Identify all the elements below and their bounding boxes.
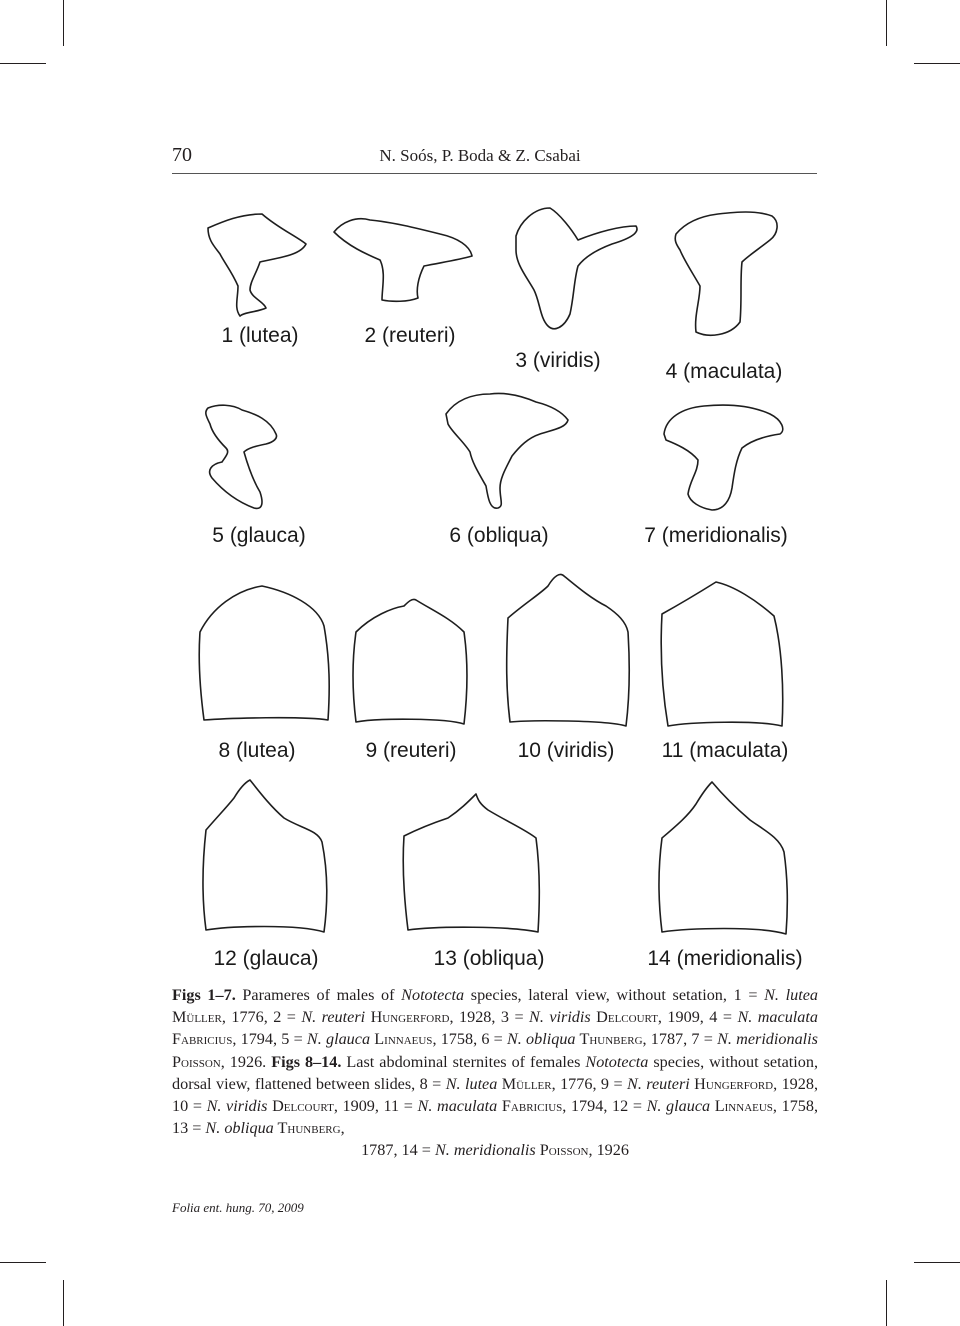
- paramere-maculata: [675, 212, 777, 335]
- figure-label-6: 6 (obliqua): [449, 524, 549, 547]
- caption-text: , 1794, 5 =: [232, 1030, 307, 1049]
- sternite-maculata: [661, 582, 782, 726]
- caption-text: , 1758, 13 =: [172, 1097, 819, 1138]
- figure-label-12: 12 (glauca): [213, 947, 319, 970]
- caption-genus: Nototecta: [585, 1052, 649, 1071]
- figure-label-11: 11 (maculata): [661, 739, 789, 762]
- figure-label-9: 9 (reuteri): [365, 739, 457, 762]
- caption-author: Thunberg: [575, 1030, 643, 1049]
- figure-label-7: 7 (meridionalis): [644, 524, 788, 547]
- caption-species: N. obliqua: [507, 1030, 576, 1049]
- caption-text: , 1787, 7 =: [642, 1030, 718, 1049]
- caption-species: N. lutea: [445, 1074, 498, 1093]
- caption-author: Müller: [172, 1008, 222, 1027]
- page-number: 70: [172, 144, 192, 166]
- figure-caption: [172, 984, 818, 1162]
- figure-label-13: 13 (obliqua): [433, 947, 545, 970]
- caption-species: N. meridionalis: [434, 1141, 536, 1160]
- caption-species: N. meridionalis: [717, 1030, 818, 1049]
- caption-author: Thunberg: [273, 1119, 341, 1138]
- caption-author: Linnaeus: [370, 1030, 433, 1049]
- caption-text: species, lateral view, without setation, 1 =: [464, 986, 765, 1004]
- caption-text: , 1794, 12 =: [562, 1097, 647, 1116]
- caption-species: N. reuteri: [301, 1008, 366, 1027]
- figure-label-3: 3 (viridis): [515, 349, 601, 372]
- paramere-viridis: [516, 208, 637, 329]
- caption-figs-1-7: Figs 1–7.: [172, 986, 236, 1004]
- caption-text: , 1776, 2 =: [221, 1008, 302, 1027]
- paramere-glauca: [206, 405, 277, 508]
- caption-species: N. viridis: [206, 1097, 268, 1116]
- sternite-lutea: [199, 586, 329, 720]
- caption-species: N. lutea: [764, 986, 818, 1004]
- caption-species: N. glauca: [306, 1030, 371, 1049]
- caption-text: , 1776, 9 =: [551, 1074, 628, 1093]
- caption-text: species, without setation, dorsal view, flattened between slides, 8 =: [172, 1052, 819, 1093]
- caption-species: N. reuteri: [627, 1074, 690, 1093]
- caption-text: , 1926: [588, 1141, 629, 1160]
- caption-text: Parameres of males of: [235, 986, 402, 1004]
- figure-label-2: 2 (reuteri): [364, 324, 456, 347]
- figure-label-1: 1 (lutea): [221, 324, 299, 347]
- caption-author: Poisson: [535, 1141, 589, 1160]
- caption-figs-8-14: Figs 8–14.: [271, 1052, 342, 1071]
- caption-author: Poisson: [172, 1052, 221, 1071]
- caption-last-line: [172, 1139, 818, 1161]
- figure-label-14: 14 (meridionalis): [647, 947, 803, 970]
- caption-author: Hungerford: [365, 1008, 450, 1027]
- caption-author: Delcourt: [267, 1097, 334, 1116]
- paramere-obliqua: [446, 393, 568, 508]
- sternite-glauca: [203, 780, 327, 932]
- caption-text: ,: [340, 1119, 345, 1138]
- paramere-lutea: [208, 214, 306, 316]
- caption-text: Last abdominal sternites of females: [341, 1052, 586, 1071]
- caption-text: , 1928, 10 =: [172, 1074, 819, 1116]
- paramere-reuteri: [334, 219, 472, 302]
- caption-text: , 1928, 3 =: [449, 1008, 530, 1027]
- sternite-meridionalis: [659, 782, 787, 934]
- figure-label-4: 4 (maculata): [665, 360, 783, 383]
- caption-author: Delcourt: [590, 1008, 658, 1027]
- caption-author: Müller: [497, 1074, 552, 1093]
- caption-author: Fabricius: [172, 1030, 233, 1049]
- caption-text: , 1909, 11 =: [333, 1097, 418, 1116]
- caption-species: N. maculata: [737, 1008, 818, 1027]
- sternite-viridis: [507, 574, 630, 726]
- caption-text: , 1926.: [220, 1052, 272, 1071]
- caption-species: N. viridis: [529, 1008, 591, 1027]
- figure-label-8: 8 (lutea): [218, 739, 296, 762]
- figure-label-10: 10 (viridis): [517, 739, 615, 762]
- journal-footer: Folia ent. hung. 70, 2009: [172, 1200, 304, 1215]
- caption-species: N. glauca: [646, 1097, 711, 1116]
- paramere-meridionalis: [664, 405, 783, 510]
- caption-genus: Nototecta: [401, 986, 465, 1004]
- sternite-obliqua: [403, 794, 539, 932]
- caption-text: , 1909, 4 =: [657, 1008, 738, 1027]
- caption-text: 1787, 14 =: [361, 1141, 435, 1160]
- caption-species: N. obliqua: [205, 1119, 274, 1138]
- caption-author: Linnaeus: [710, 1097, 773, 1116]
- caption-author: Hungerford: [689, 1074, 774, 1093]
- caption-text: , 1758, 6 =: [432, 1030, 507, 1049]
- figure-label-5: 5 (glauca): [212, 524, 306, 547]
- caption-species: N. maculata: [417, 1097, 498, 1116]
- sternite-reuteri: [353, 599, 467, 724]
- running-head-authors: N. Soós, P. Boda & Z. Csabai: [379, 146, 581, 165]
- caption-author: Fabricius: [497, 1097, 563, 1116]
